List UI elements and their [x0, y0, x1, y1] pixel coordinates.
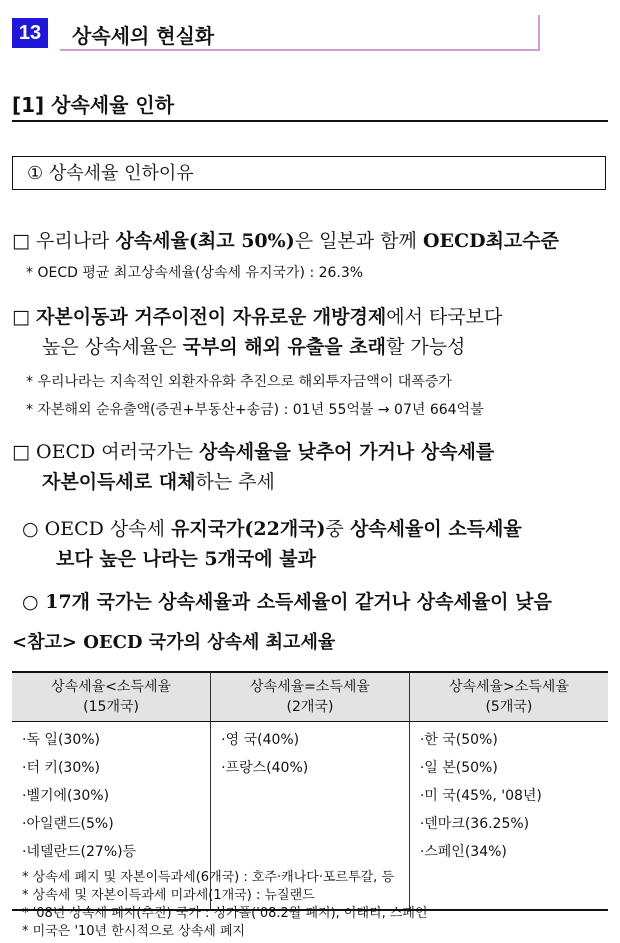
list-item: ·독 일(30%): [22, 732, 100, 748]
note-3: * 자본해외 순유출액(증권+부동산+송금) : 01년 55억불 → 07년 664억불: [26, 402, 484, 418]
section-number-badge: 13: [12, 18, 48, 48]
subsection-divider: [12, 120, 608, 122]
bullet-1-text-c: 은 일본과 함께: [294, 230, 423, 252]
circle-bullet-1-text-d: 상속세율이 소득세율: [349, 518, 522, 540]
table-cell-higher: [409, 722, 608, 910]
bullet-2-text-b: 에서 타국보다: [386, 306, 503, 328]
bullet-3-text-b: 상속세율을 낮추어 가거나 상속세를: [199, 441, 495, 463]
bullet-1-text-b: 상속세율(최고 50%): [115, 230, 295, 252]
bullet-3-text-a: OECD 여러국가는: [36, 441, 200, 463]
list-item: ·네델란드(27%)등: [22, 844, 137, 860]
list-item: ·일 본(50%): [419, 760, 498, 776]
list-item: ·미 국(45%, '08년): [419, 788, 542, 804]
table-header-higher-label: 상속세율>소득세율: [448, 679, 569, 695]
bullet-box-icon: □: [12, 441, 30, 463]
list-item: ·프랑스(40%): [221, 760, 309, 776]
table-header-equal: [211, 672, 410, 722]
list-item: ·한 국(50%): [419, 732, 498, 748]
footnote-4: * 미국은 '10년 한시적으로 상속세 폐지: [22, 924, 246, 939]
bullet-1-text-d: OECD최고수준: [422, 230, 559, 252]
table-header-lower-label: 상속세율<소득세율: [51, 679, 172, 695]
bullet-2-text-e: 할 가능성: [385, 336, 466, 358]
list-item: ·터 키(30%): [22, 760, 100, 776]
note-1: * OECD 평균 최고상속세율(상속세 유지국가) : 26.3%: [26, 265, 364, 281]
list-item: ·벨기에(30%): [22, 788, 110, 804]
table-header-higher-count: (5개국): [485, 699, 533, 715]
circle-bullet-1-text-c: 중: [325, 518, 350, 540]
bullet-1-text-a: 우리나라: [36, 230, 116, 252]
bullet-3-text-d: 하는 추세: [195, 471, 275, 493]
footnote-2: * 상속세 및 자본이득과세 미과세(1개국) : 뉴질랜드: [22, 888, 315, 903]
list-item: ·영 국(40%): [221, 732, 300, 748]
circle-bullet-1-text-b: 유지국가(22개국): [171, 518, 326, 540]
bullet-2-text-c: 높은 상속세율은: [42, 336, 183, 358]
bullet-box-icon: □: [12, 306, 30, 328]
circle-bullet-1-text-a: OECD 상속세: [44, 518, 171, 540]
circle-bullet-2: [22, 587, 552, 614]
bullet-3-text-c: 자본이득세로 대체: [42, 471, 196, 493]
table-header-lower: [12, 672, 211, 722]
circle-bullet-icon: ○: [22, 591, 39, 613]
reference-title: <참고> OECD 국가의 상속세 최고세율: [12, 632, 336, 653]
circle-bullet-1-line-2: 보다 높은 나라는 5개국에 불과: [56, 548, 316, 570]
subsection-title: [1] 상속세율 인하: [12, 93, 175, 117]
bullet-2-text-d: 국부의 해외 유출을 초래: [182, 336, 386, 358]
list-item: ·덴마크(36.25%): [419, 816, 530, 832]
bullet-1: [12, 226, 559, 253]
footnote-3: * '08년 상속세 폐지(추진) 국가 : 싱가폴('08.2월 폐지), 이태리, 스페인: [22, 906, 428, 921]
footnote-1: * 상속세 폐지 및 자본이득과세(6개국) : 호주·캐나다·포르투갈, 등: [22, 870, 395, 885]
circle-bullet-1-line-1: [22, 514, 522, 541]
section-title: 상속세의 현실화: [72, 24, 215, 48]
reason-box-title: ① 상속세율 인하이유: [12, 156, 606, 190]
bullet-3-line-2: [42, 467, 275, 494]
list-item: ·아일랜드(5%): [22, 816, 114, 832]
table-header-lower-count: (15개국): [83, 699, 139, 715]
bullet-3-line-1: [12, 437, 494, 464]
circle-bullet-2-text: 17개 국가는 상속세율과 소득세율이 같거나 상속세율이 낮음: [45, 591, 552, 613]
bullet-2-line-1: [12, 302, 502, 329]
table-header-higher: [409, 672, 608, 722]
table-header-equal-label: 상속세율=소득세율: [250, 679, 370, 695]
bullet-box-icon: □: [12, 230, 30, 252]
bullet-2-line-2: [42, 332, 465, 359]
note-2: * 우리나라는 지속적인 외환자유화 추진으로 해외투자금액이 대폭증가: [26, 374, 452, 390]
bullet-2-text-a: 자본이동과 거주이전이 자유로운 개방경제: [36, 306, 387, 328]
list-item: ·스페인(34%): [419, 844, 507, 860]
table-header-equal-count: (2개국): [286, 699, 334, 715]
circle-bullet-icon: ○: [22, 518, 39, 540]
